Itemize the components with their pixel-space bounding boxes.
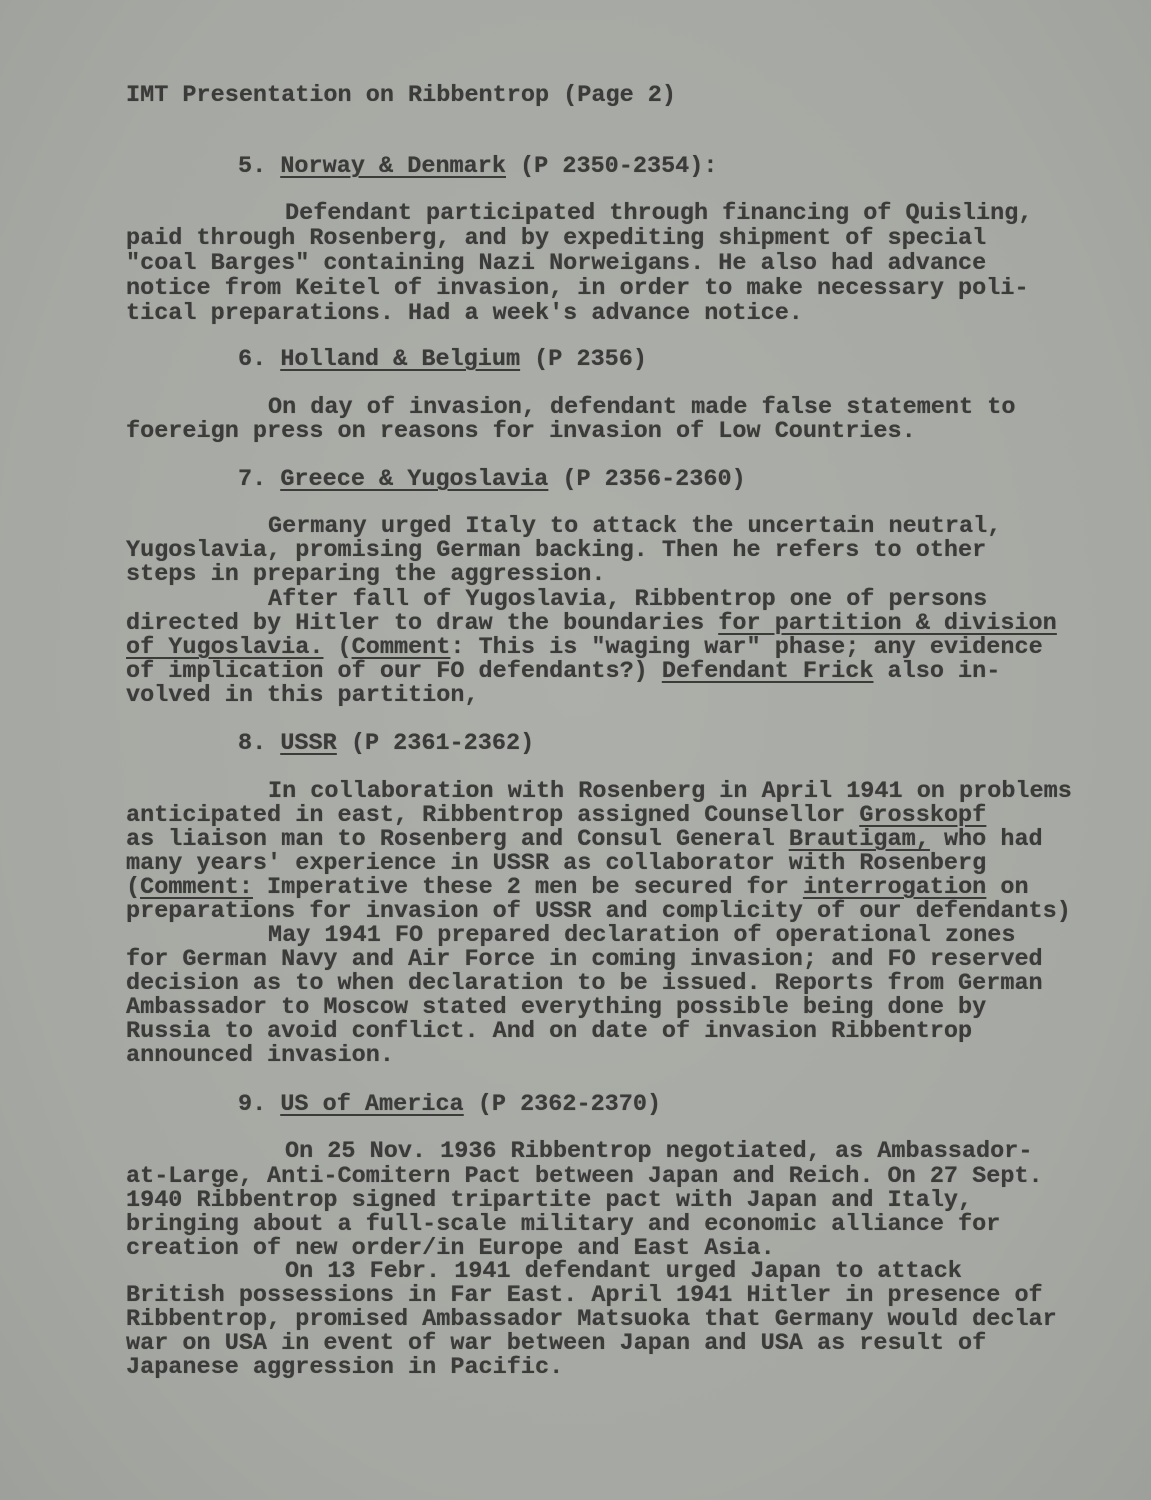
text-segment: 6. [238,346,281,373]
text-segment: tical preparations. Had a week's advance notice. [126,300,803,327]
text-line [285,1139,1032,1165]
text-segment: 7. [238,466,281,493]
text-segment: ( [323,634,352,661]
text-segment: (P 2350-2354): [505,153,718,180]
text-segment: Yugoslavia, promising German backing. Then he refers to other [126,537,987,564]
text-segment: ( [126,874,141,901]
text-segment: 8. [238,730,281,757]
text-segment: On 13 Febr. 1941 defendant urged Japan to attack [285,1258,962,1285]
text-segment: 1940 Ribbentrop signed tripartite pact with Japan and Italy, [126,1187,973,1214]
text-segment: who had [929,826,1043,853]
text-segment: for German Navy and Air Force in coming invasion; and FO reserved [126,946,1043,973]
text-line [126,1043,394,1069]
text-segment: as liaison man to Rosenberg and Consul General [126,826,789,853]
text-segment: decision as to when declaration to be issued. Reports from German [126,970,1043,997]
underlined-text: Brautigam, [788,826,930,853]
text-segment: foereign press on reasons for invasion of Low Countries. [126,418,916,445]
text-segment: directed by Hitler to draw the boundaries [126,610,719,637]
text-segment: Imperative these 2 men be secured for [252,874,803,901]
text-segment: of implication of our FO defendants?) [126,658,662,685]
text-segment: Japanese aggression in Pacific. [126,1354,564,1381]
text-segment: On 25 Nov. 1936 Ribbentrop negotiated, as Ambassador- [285,1138,1033,1165]
text-line [126,301,803,327]
text-segment: Ribbentrop, promised Ambassador Matsuoka that Germany would declar [126,1306,1057,1333]
underlined-text: Comment [351,634,451,661]
text-segment: May 1941 FO prepared declaration of operational zones [268,922,1016,949]
text-segment: announced invasion. [126,1042,394,1069]
text-segment: preparations for invasion of USSR and complicity of our defendants) [126,898,1071,925]
section-heading-ussr [238,731,534,757]
text-segment: (P 2356) [520,346,647,373]
underlined-text: for partition & division [718,610,1057,637]
text-segment: notice from Keitel of invasion, in order to make necessary poli- [126,275,1029,302]
text-segment: Defendant participated through financing of Quisling, [285,200,1033,227]
text-segment: In collaboration with Rosenberg in April 1941 on problems [268,778,1072,805]
text-segment: steps in preparing the aggression. [126,561,606,588]
text-segment: war on USA in event of war between Japan and USA as result of [126,1330,987,1357]
text-segment: volved in this partition, [126,682,479,709]
text-segment: Germany urged Italy to attack the uncertain neutral, [268,513,1002,540]
underlined-text: Grosskopf [859,802,987,829]
text-line [126,251,986,277]
text-segment: : This is "waging war" phase; any evidence [450,634,1043,661]
underlined-text: interrogation [802,874,987,901]
underlined-text: Greece & Yugoslavia [280,466,549,493]
underlined-text: USSR [280,730,337,757]
text-segment: anticipated in east, Ribbentrop assigned Counsellor [126,802,860,829]
text-segment: 5. [238,153,281,180]
section-heading-norway-denmark [238,154,718,180]
text-line [126,683,479,709]
text-segment: bringing about a full-scale military and economic alliance for [126,1211,1001,1238]
underlined-text: Holland & Belgium [280,346,521,373]
text-line [126,562,605,588]
text-line [285,201,1032,227]
text-segment: (P 2362-2370) [463,1091,662,1118]
underlined-text: Defendant Frick [661,658,874,685]
text-line [126,226,986,252]
section-heading-us-of-america [238,1092,661,1118]
text-segment: Ambassador to Moscow stated everything possible being done by [126,994,987,1021]
text-segment: (P 2361-2362) [336,730,535,757]
underlined-text: Norway & Denmark [280,153,506,180]
underlined-text: Comment: [140,874,253,901]
document-title [126,83,676,109]
text-segment: also in- [873,658,1001,685]
text-line [126,1355,563,1381]
section-heading-greece-yugoslavia [238,467,746,493]
text-segment: On day of invasion, defendant made false statement to [268,394,1016,421]
text-segment: IMT Presentation on Ribbentrop (Page 2) [126,82,676,109]
text-segment: 9. [238,1091,281,1118]
underlined-text: of Yugoslavia. [126,634,324,661]
text-segment: British possessions in Far East. April 1941 Hitler in presence of [126,1282,1043,1309]
text-segment: many years' experience in USSR as collaborator with Rosenberg [126,850,987,877]
text-segment: on [986,874,1029,901]
text-segment: "coal Barges" containing Nazi Norweigans. He also had advance [126,250,987,277]
text-line [126,419,916,445]
text-segment: After fall of Yugoslavia, Ribbentrop one of persons [268,586,988,613]
section-heading-holland-belgium [238,347,647,373]
text-segment: paid through Rosenberg, and by expediting shipment of special [126,225,987,252]
text-line [126,276,1029,302]
text-segment: creation of new order/in Europe and East Asia. [126,1235,775,1262]
underlined-text: US of America [280,1091,464,1118]
text-segment: Russia to avoid conflict. And on date of invasion Ribbentrop [126,1018,973,1045]
text-segment: (P 2356-2360) [548,466,746,493]
text-segment: at-Large, Anti-Comitern Pact between Japan and Reich. On 27 Sept. [126,1163,1043,1190]
